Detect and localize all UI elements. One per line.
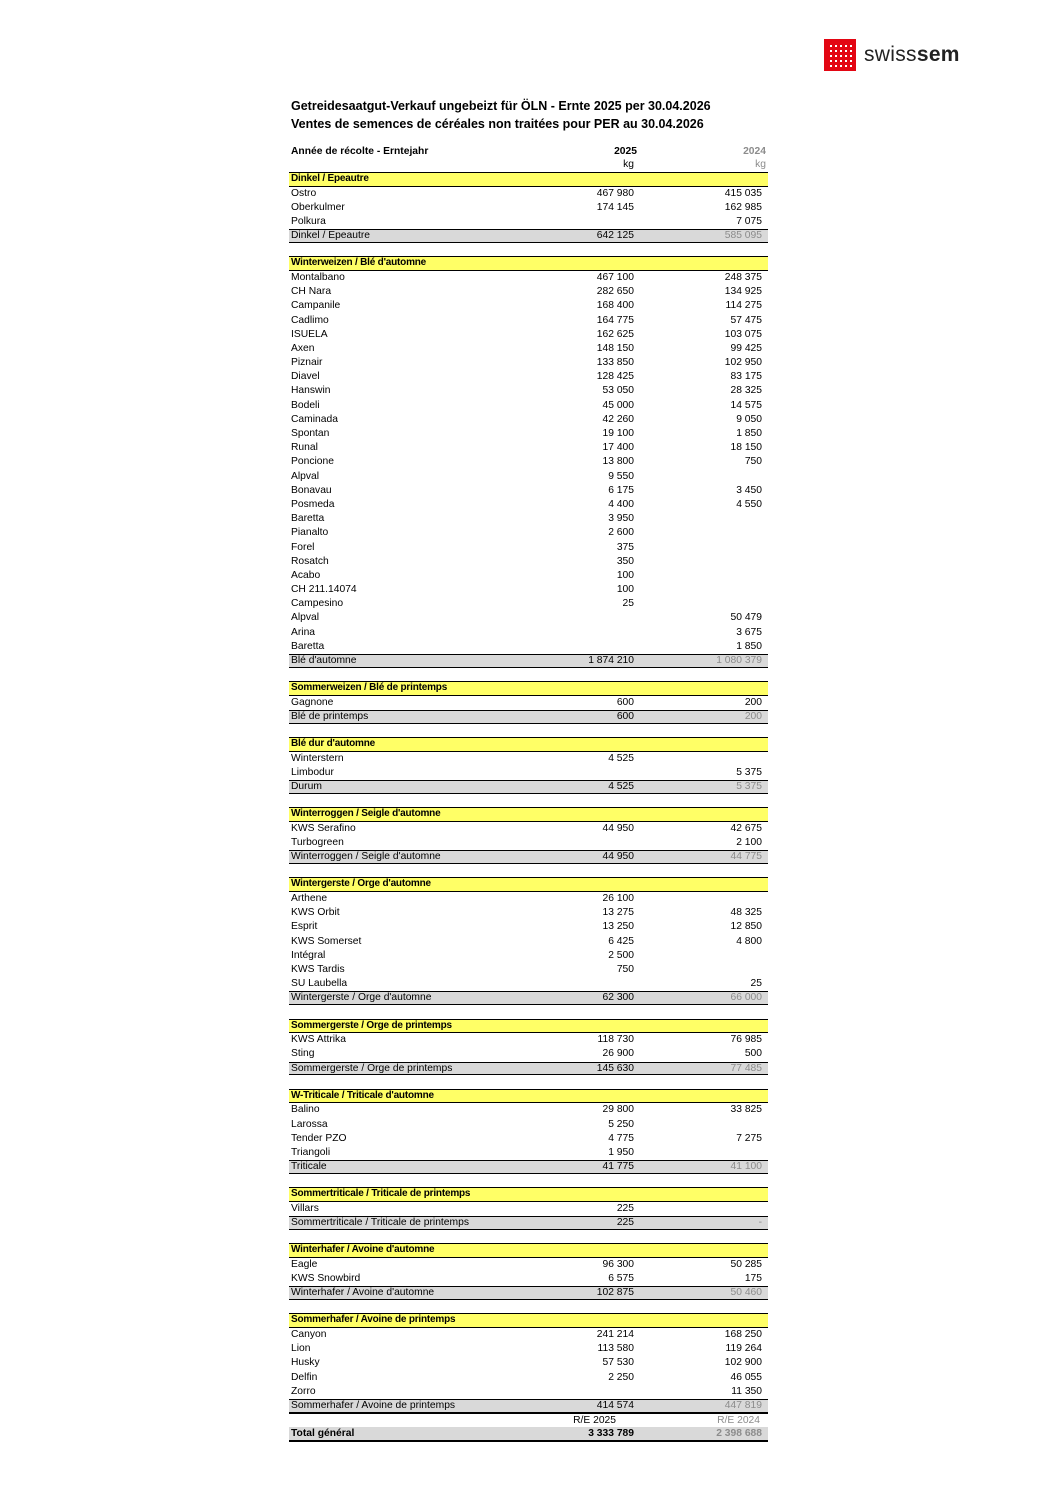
value-2025: 1 950 (608, 1146, 634, 1158)
section-title: Winterweizen / Blé d'automne (291, 257, 427, 269)
variety-name: Arina (291, 626, 316, 638)
value-2025: 2 500 (608, 949, 634, 961)
table-row (289, 583, 768, 597)
table-row (289, 822, 768, 836)
table-row (289, 413, 768, 427)
section-total-row (289, 1286, 768, 1300)
table-row (289, 752, 768, 766)
variety-name: Zorro (291, 1385, 316, 1397)
table-row (289, 271, 768, 285)
table-row (289, 1132, 768, 1146)
value-2025: 6 575 (608, 1273, 634, 1284)
section-total-2025: 642 125 (596, 230, 634, 242)
section-total-2025: 102 875 (596, 1287, 634, 1299)
value-2025: 29 800 (602, 1104, 634, 1116)
table-row (289, 892, 768, 906)
section-header (289, 1089, 768, 1104)
table-row (289, 455, 768, 469)
variety-name: Campanile (291, 300, 341, 312)
value-2025: 44 950 (602, 822, 634, 834)
report-title-fr: Ventes de semences de céréales non traitées pour PER au 30.04.2026 (291, 117, 704, 131)
section-total-label: Sommerhafer / Avoine de printemps (291, 1399, 456, 1411)
variety-name: Spontan (291, 428, 330, 439)
variety-name: Triangoli (291, 1146, 331, 1158)
table-row (289, 427, 768, 441)
variety-name: Polkura (291, 215, 326, 227)
value-2024: 48 325 (730, 907, 762, 919)
section-total-label: Sommertriticale / Triticale de printemps (291, 1217, 469, 1229)
value-2024: 83 175 (730, 371, 762, 383)
variety-name: ISUELA (291, 328, 328, 340)
variety-name: Delfin (291, 1371, 318, 1383)
section-total-label: Blé de printemps (291, 710, 369, 722)
value-2024: 99 425 (730, 342, 762, 354)
value-2025: 225 (616, 1202, 634, 1214)
swisssem-logo (824, 39, 960, 71)
variety-name: CH 211.14074 (291, 584, 357, 596)
section-total-2025: 600 (616, 710, 634, 722)
variety-name: KWS Somerset (291, 935, 362, 947)
table-row (289, 836, 768, 850)
variety-name: Ostro (291, 187, 317, 199)
section-total-label: Dinkel / Epeautre (291, 230, 370, 242)
grand-total-previous: 2 398 688 (716, 1427, 762, 1439)
value-2024: 134 925 (724, 286, 762, 298)
value-2024: 114 275 (725, 300, 762, 312)
table-row (289, 1033, 768, 1047)
value-2025: 168 400 (596, 300, 634, 312)
value-2024: 415 035 (724, 187, 762, 199)
table-row (289, 920, 768, 934)
variety-name: Intégral (291, 949, 326, 961)
section-total-row (289, 229, 768, 243)
value-2025: 164 775 (596, 314, 634, 326)
value-2025: 467 100 (596, 271, 634, 283)
value-2024: 28 325 (730, 385, 762, 397)
table-row (289, 1385, 768, 1399)
variety-name: Montalbano (291, 271, 345, 283)
table-row (289, 441, 768, 455)
table-row (289, 597, 768, 611)
value-2025: 5 250 (608, 1118, 634, 1130)
section-total-2025: 4 525 (608, 781, 634, 793)
section-title: Dinkel / Epeautre (291, 173, 369, 184)
unit-current-header: kg (623, 159, 634, 170)
section-total-2024: 585 095 (724, 230, 762, 242)
table-row (289, 1103, 768, 1117)
section-total-row (289, 1399, 768, 1413)
value-2025: 13 275 (602, 907, 634, 919)
value-2025: 4 775 (608, 1132, 634, 1144)
section-total-2024: 5 375 (736, 781, 762, 793)
section-total-2025: 44 950 (602, 851, 634, 863)
logo-mark-icon (824, 39, 856, 71)
variety-name: Esprit (291, 921, 318, 933)
table-row (289, 963, 768, 977)
table-row (289, 935, 768, 949)
section-total-2025: 145 630 (596, 1062, 634, 1074)
section-header (289, 1187, 768, 1202)
value-2024: 11 350 (731, 1385, 762, 1397)
section-total-row (289, 710, 768, 724)
section-title: Wintergerste / Orge d'automne (291, 878, 431, 890)
value-2024: 9 050 (736, 413, 762, 425)
value-2025: 100 (616, 569, 634, 581)
variety-name: Tender PZO (291, 1132, 347, 1144)
table-row (289, 1371, 768, 1385)
table-row (289, 569, 768, 583)
variety-name: Forel (291, 541, 315, 553)
variety-name: Eagle (291, 1258, 318, 1270)
section-total-2024: 200 (744, 710, 762, 722)
variety-name: Acabo (291, 569, 321, 581)
table-row (289, 285, 768, 299)
section-total-2025: 62 300 (602, 992, 634, 1004)
re-previous-label: R/E 2024 (717, 1414, 760, 1426)
variety-name: KWS Orbit (291, 907, 340, 919)
value-2024: 5 375 (736, 766, 762, 778)
table-row (289, 1047, 768, 1061)
value-2025: 350 (616, 555, 634, 567)
value-2024: 3 675 (736, 626, 762, 638)
table-header (289, 144, 768, 172)
table-row (289, 187, 768, 201)
table-row (289, 1342, 768, 1356)
value-2024: 50 479 (730, 612, 762, 624)
value-2024: 175 (744, 1273, 762, 1284)
table-row (289, 384, 768, 398)
section-total-2024: 50 460 (730, 1287, 762, 1299)
variety-name: KWS Snowbird (291, 1273, 361, 1284)
section-total-2024: 1 080 379 (716, 655, 762, 666)
year-current-header: 2025 (614, 146, 637, 157)
value-2024: 46 055 (730, 1371, 762, 1383)
grand-total-label: Total général (291, 1427, 355, 1439)
table-row (289, 1356, 768, 1370)
table-row (289, 611, 768, 625)
value-2025: 100 (616, 584, 634, 596)
section-header (289, 681, 768, 696)
table-row (289, 526, 768, 540)
value-2024: 200 (744, 696, 762, 708)
value-2024: 3 450 (736, 484, 762, 496)
value-2025: 53 050 (602, 385, 634, 397)
variety-name: Baretta (291, 513, 325, 525)
variety-name: Poncione (291, 456, 334, 468)
variety-name: Diavel (291, 371, 320, 383)
section-total-2024: 447 819 (724, 1399, 762, 1411)
value-2025: 128 425 (596, 371, 634, 383)
section-title: Sommertriticale / Triticale de printemps (291, 1188, 471, 1200)
value-2025: 4 525 (608, 752, 634, 764)
table-row (289, 201, 768, 215)
variety-name: Cadlimo (291, 314, 329, 326)
value-2024: 76 985 (730, 1034, 762, 1046)
value-2025: 4 400 (608, 498, 634, 510)
variety-name: Piznair (291, 357, 323, 369)
section-total-row (289, 1160, 768, 1174)
value-2024: 4 550 (736, 498, 762, 510)
value-2024: 7 275 (736, 1132, 762, 1144)
variety-name: Caminada (291, 413, 338, 425)
re-current-label: R/E 2025 (573, 1414, 616, 1426)
section-spacer (289, 1174, 768, 1188)
value-2025: 26 100 (602, 893, 634, 905)
logo-wordmark: swisssem (864, 43, 960, 66)
value-2024: 33 825 (730, 1104, 762, 1116)
section-spacer (289, 1075, 768, 1089)
value-2025: 6 425 (608, 935, 634, 947)
section-total-label: Winterroggen / Seigle d'automne (291, 851, 441, 863)
value-2024: 18 150 (730, 442, 762, 454)
section-header (289, 256, 768, 271)
value-2025: 148 150 (596, 342, 634, 354)
section-title: Winterhafer / Avoine d'automne (291, 1244, 435, 1256)
section-title: Sommerweizen / Blé de printemps (291, 682, 448, 694)
value-2025: 9 550 (608, 470, 634, 482)
variety-name: Alpval (291, 612, 320, 624)
variety-name: Balino (291, 1104, 320, 1116)
variety-name: Runal (291, 442, 318, 454)
variety-name: Winterstern (291, 752, 344, 764)
value-2025: 750 (616, 964, 634, 975)
variety-name: Alpval (291, 470, 320, 482)
variety-name: Gagnone (291, 696, 334, 708)
value-2025: 6 175 (608, 484, 634, 496)
variety-name: KWS Attrika (291, 1034, 346, 1046)
table-row (289, 470, 768, 484)
section-header (289, 1019, 768, 1034)
section-spacer (289, 668, 768, 682)
variety-name: Turbogreen (291, 837, 344, 849)
table-row (289, 370, 768, 384)
section-total-2025: 414 574 (596, 1399, 634, 1411)
variety-name: Villars (291, 1202, 319, 1214)
section-spacer (289, 794, 768, 808)
section-total-2025: 41 775 (602, 1161, 634, 1173)
variety-name: Hanswin (291, 385, 331, 397)
variety-name: Limbodur (291, 766, 334, 778)
variety-name: Axen (291, 342, 315, 354)
section-total-2024: 77 485 (730, 1062, 762, 1074)
variety-name: Larossa (291, 1118, 328, 1130)
section-total-label: Durum (291, 781, 322, 793)
variety-name: Rosatch (291, 555, 329, 567)
value-2024: 4 800 (736, 935, 762, 947)
table-row (289, 399, 768, 413)
section-total-row (289, 1062, 768, 1076)
variety-name: SU Laubella (291, 978, 348, 990)
table-row (289, 342, 768, 356)
value-2024: 1 850 (736, 428, 762, 439)
value-2024: 12 850 (730, 921, 762, 933)
value-2025: 45 000 (602, 399, 634, 411)
section-total-2024: - (758, 1217, 762, 1229)
value-2025: 600 (616, 696, 634, 708)
table-row (289, 1146, 768, 1160)
value-2025: 17 400 (602, 442, 634, 454)
value-2025: 2 600 (608, 527, 634, 539)
table-row (289, 640, 768, 654)
section-total-row (289, 850, 768, 864)
table-row (289, 299, 768, 313)
section-header (289, 807, 768, 822)
variety-name: Campesino (291, 598, 344, 610)
table-row (289, 512, 768, 526)
variety-name: Arthene (291, 893, 328, 905)
unit-previous-header: kg (755, 159, 766, 170)
value-2025: 118 730 (597, 1034, 634, 1046)
value-2024: 168 250 (724, 1328, 762, 1340)
value-2024: 1 850 (736, 640, 762, 652)
section-total-row (289, 780, 768, 794)
value-2024: 500 (744, 1048, 762, 1060)
value-2024: 102 900 (724, 1357, 762, 1369)
table-row (289, 1202, 768, 1216)
section-header (289, 877, 768, 892)
section-header (289, 172, 768, 187)
value-2025: 13 250 (602, 921, 634, 933)
value-2024: 7 075 (736, 215, 762, 227)
value-2025: 26 900 (602, 1048, 634, 1060)
section-total-2024: 41 100 (730, 1161, 762, 1173)
section-spacer (289, 724, 768, 738)
value-2024: 57 475 (730, 314, 762, 326)
value-2024: 162 985 (724, 201, 762, 213)
table-row (289, 328, 768, 342)
section-total-label: Winterhafer / Avoine d'automne (291, 1287, 435, 1299)
section-title: Winterroggen / Seigle d'automne (291, 808, 441, 820)
variety-name: Husky (291, 1357, 320, 1369)
value-2025: 13 800 (602, 456, 634, 468)
value-2024: 119 264 (725, 1343, 762, 1355)
value-2025: 241 214 (596, 1328, 634, 1340)
variety-name: KWS Tardis (291, 964, 345, 975)
variety-name: Bodeli (291, 399, 320, 411)
table-row (289, 555, 768, 569)
value-2024: 25 (750, 978, 762, 990)
variety-name: Lion (291, 1343, 311, 1355)
section-spacer (289, 1230, 768, 1244)
table-row (289, 314, 768, 328)
table-row (289, 766, 768, 780)
table-body (289, 172, 768, 1413)
year-previous-header: 2024 (743, 146, 766, 157)
value-2025: 133 850 (596, 357, 634, 369)
value-2024: 103 075 (724, 328, 762, 340)
table-row (289, 949, 768, 963)
variety-name: Oberkulmer (291, 201, 345, 213)
table-row (289, 498, 768, 512)
grand-total-row (289, 1427, 768, 1442)
variety-name: Sting (291, 1048, 315, 1060)
section-total-2024: 44 775 (730, 851, 762, 863)
grand-total-current: 3 333 789 (588, 1427, 634, 1439)
value-2025: 467 980 (596, 187, 634, 199)
value-2025: 113 580 (597, 1343, 634, 1355)
value-2025: 375 (616, 541, 634, 553)
section-spacer (289, 864, 768, 878)
section-title: Blé dur d'automne (291, 738, 375, 750)
table-row (289, 484, 768, 498)
section-total-label: Triticale (291, 1161, 327, 1173)
report-title-de: Getreidesaatgut-Verkauf ungebeizt für ÖLN - Ernte 2025 per 30.04.2026 (291, 99, 711, 113)
section-total-label: Sommergerste / Orge de printemps (291, 1062, 453, 1074)
table-row (289, 696, 768, 710)
section-header (289, 1313, 768, 1328)
value-2024: 14 575 (730, 399, 762, 411)
value-2025: 25 (622, 598, 634, 610)
table-row (289, 1272, 768, 1286)
table-row (289, 977, 768, 991)
variety-name: Posmeda (291, 498, 335, 510)
section-title: W-Triticale / Triticale d'automne (291, 1089, 434, 1101)
value-2025: 282 650 (596, 286, 634, 298)
value-2024: 2 100 (736, 837, 762, 849)
section-total-label: Blé d'automne (291, 655, 357, 666)
table-row (289, 215, 768, 229)
value-2025: 2 250 (608, 1371, 634, 1383)
value-2025: 57 530 (602, 1357, 634, 1369)
value-2025: 42 260 (602, 413, 634, 425)
section-total-2025: 1 874 210 (588, 655, 634, 666)
variety-name: KWS Serafino (291, 822, 356, 834)
table-row (289, 1328, 768, 1342)
value-2025: 3 950 (608, 513, 634, 525)
table-row (289, 356, 768, 370)
section-total-2025: 225 (616, 1217, 634, 1229)
sales-table (289, 144, 768, 1442)
value-2024: 750 (744, 456, 762, 468)
section-total-2024: 66 000 (730, 992, 762, 1004)
variety-name: Bonavau (291, 484, 332, 496)
section-total-row (289, 991, 768, 1005)
table-row (289, 626, 768, 640)
table-row (289, 1258, 768, 1272)
section-title: Sommergerste / Orge de printemps (291, 1019, 452, 1031)
harvest-year-label: Année de récolte - Erntejahr (291, 146, 429, 157)
variety-name: CH Nara (291, 286, 332, 298)
re-labels-row (289, 1413, 768, 1427)
value-2025: 19 100 (602, 428, 634, 439)
section-spacer (289, 243, 768, 257)
value-2025: 174 145 (596, 201, 634, 213)
variety-name: Baretta (291, 640, 325, 652)
section-title: Sommerhafer / Avoine de printemps (291, 1314, 456, 1326)
variety-name: Pianalto (291, 527, 329, 539)
table-row (289, 541, 768, 555)
variety-name: Canyon (291, 1328, 327, 1340)
section-header (289, 737, 768, 752)
section-total-label: Wintergerste / Orge d'automne (291, 992, 432, 1004)
table-row (289, 906, 768, 920)
value-2024: 42 675 (730, 822, 762, 834)
value-2024: 50 285 (730, 1258, 762, 1270)
section-spacer (289, 1005, 768, 1019)
section-total-row (289, 1216, 768, 1230)
value-2024: 102 950 (724, 357, 762, 369)
value-2025: 162 625 (596, 328, 634, 340)
section-spacer (289, 1300, 768, 1314)
section-header (289, 1243, 768, 1258)
table-row (289, 1118, 768, 1132)
value-2025: 96 300 (602, 1258, 634, 1270)
value-2024: 248 375 (724, 271, 762, 283)
section-total-row (289, 654, 768, 668)
